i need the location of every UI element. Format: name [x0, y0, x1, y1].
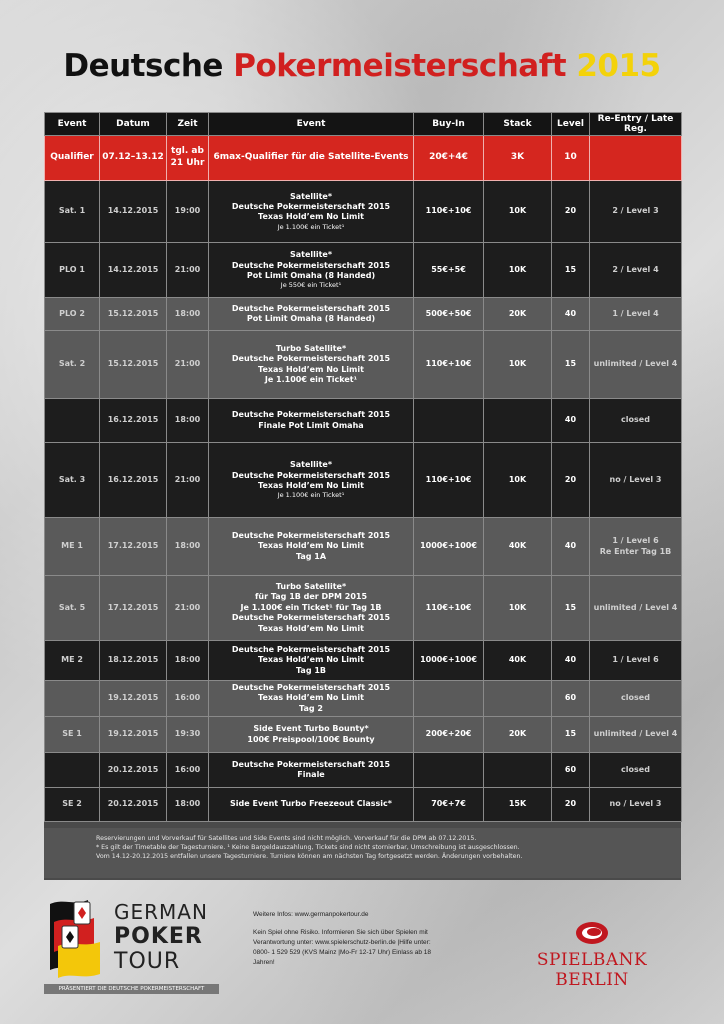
- time-line: 16:00: [174, 764, 201, 774]
- cell-stack: 40K: [484, 641, 552, 681]
- event-line: Satellite*: [289, 250, 333, 260]
- cell-buyin: 110€+10€: [414, 576, 484, 641]
- cell-time: [167, 753, 209, 788]
- cell-stack: 15K: [484, 788, 552, 822]
- table-row: [45, 181, 682, 243]
- table-header-row: [45, 113, 682, 136]
- cell-event-id: PLO 1: [45, 243, 100, 298]
- title-part-pokermeisterschaft: Pokermeisterschaft: [233, 48, 567, 84]
- cell-date: 14.12.2015: [100, 181, 167, 243]
- cell-buyin: 110€+10€: [414, 443, 484, 518]
- gpt-tour: TOUR: [114, 949, 181, 974]
- table-row: [45, 681, 682, 717]
- event-line: Turbo Satellite*: [275, 582, 347, 592]
- cell-stack: 10K: [484, 331, 552, 399]
- cell-stack: [484, 399, 552, 443]
- event-line: Finale: [297, 770, 325, 779]
- cell-event: [209, 443, 414, 518]
- cell-reentry: [590, 399, 682, 443]
- cell-event: [209, 298, 414, 331]
- cell-level: 15: [552, 717, 590, 753]
- event-line: 100€ Preispool/100€ Bounty: [247, 734, 375, 744]
- reentry-line: unlimited / Level 4: [593, 729, 678, 739]
- event-line: Texas Hold’em No Limit: [258, 364, 364, 374]
- cell-date: 20.12.2015: [100, 753, 167, 788]
- cell-event-id: SE 1: [45, 717, 100, 753]
- cell-time: [167, 788, 209, 822]
- cell-reentry: [590, 181, 682, 243]
- table-row: [45, 753, 682, 788]
- cell-event: [209, 331, 414, 399]
- reentry-line: unlimited / Level 4: [593, 602, 678, 612]
- time-line: 21:00: [174, 264, 201, 274]
- cell-event: [209, 399, 414, 443]
- cell-stack: 20K: [484, 298, 552, 331]
- cell-buyin: 1000€+100€: [414, 641, 484, 681]
- event-line: 6max-Qualifier für die Satellite-Events: [213, 152, 409, 163]
- header-stack: Stack: [484, 113, 552, 136]
- cell-event-id: SE 2: [45, 788, 100, 822]
- schedule-body: [45, 136, 682, 822]
- cell-time: [167, 331, 209, 399]
- cell-time: [167, 181, 209, 243]
- time-line: 21 Uhr: [170, 158, 205, 168]
- info-line: 0800- 1 529 529 (KVS Mainz |Mo-Fr 12-17 Uhr) Einlass ab 18: [253, 949, 431, 957]
- gpt-german: GERMAN: [114, 900, 208, 924]
- cell-event-id: Sat. 3: [45, 443, 100, 518]
- event-line: Deutsche Pokermeisterschaft 2015: [231, 202, 391, 212]
- info-line: Verantwortung unter: www.spielerschutz-berlin.de |Hilfe unter:: [253, 939, 431, 947]
- cell-event: [209, 181, 414, 243]
- table-row: [45, 331, 682, 399]
- gpt-poker: POKER: [114, 924, 203, 949]
- event-line: Tag 1B: [296, 665, 326, 675]
- cell-reentry: [590, 243, 682, 298]
- table-row: [45, 298, 682, 331]
- cell-stack: 10K: [484, 576, 552, 641]
- cell-date: 15.12.2015: [100, 331, 167, 399]
- cell-level: 40: [552, 399, 590, 443]
- time-line: 18:00: [174, 415, 201, 425]
- event-line: Je 1.100€ ein Ticket¹: [277, 491, 345, 500]
- cell-stack: 3K: [484, 136, 552, 181]
- reentry-line: no / Level 3: [609, 474, 662, 484]
- cell-level: 20: [552, 181, 590, 243]
- cell-level: 40: [552, 518, 590, 576]
- cell-level: 60: [552, 753, 590, 788]
- footnotes: [44, 828, 681, 878]
- header-time: Zeit: [167, 113, 209, 136]
- cell-event-id: ME 2: [45, 641, 100, 681]
- cell-stack: [484, 753, 552, 788]
- cell-stack: 10K: [484, 443, 552, 518]
- cell-event: [209, 576, 414, 641]
- event-line: Texas Hold’em No Limit: [258, 480, 364, 490]
- table-row: [45, 717, 682, 753]
- cell-level: 15: [552, 576, 590, 641]
- info-line: Kein Spiel ohne Risiko. Informieren Sie sich über Spielen mit: [253, 929, 428, 937]
- cell-buyin: 55€+5€: [414, 243, 484, 298]
- schedule-table-container: [44, 112, 681, 880]
- cell-time: [167, 136, 209, 181]
- time-line: 19:30: [174, 729, 201, 739]
- event-line: Turbo Satellite*: [275, 343, 347, 353]
- spielbank-name: SPIELBANK BERLIN: [536, 950, 648, 990]
- event-line: Texas Hold’em No Limit: [258, 541, 364, 551]
- cell-reentry: [590, 136, 682, 181]
- event-line: Deutsche Pokermeisterschaft 2015: [231, 354, 391, 364]
- cell-event-id: Sat. 1: [45, 181, 100, 243]
- event-line: Texas Hold’em No Limit: [258, 212, 364, 222]
- cell-event: [209, 681, 414, 717]
- cell-level: 10: [552, 136, 590, 181]
- time-line: 21:00: [174, 359, 201, 369]
- event-line: Deutsche Pokermeisterschaft 2015: [231, 530, 391, 540]
- table-row: [45, 443, 682, 518]
- spielbank-berlin-logo: [502, 920, 682, 990]
- reentry-line: 2 / Level 3: [612, 206, 659, 216]
- header-event-id: Event: [45, 113, 100, 136]
- cell-stack: 40K: [484, 518, 552, 576]
- time-line: 16:00: [174, 693, 201, 703]
- cell-date: 14.12.2015: [100, 243, 167, 298]
- cell-event-id: Sat. 5: [45, 576, 100, 641]
- event-line: Finale Pot Limit Omaha: [258, 420, 364, 430]
- footnote-line: * Es gilt der Timetable der Tagesturniere. ¹ Keine Bargeldauszahlung, Tickets sind nicht stornierbar, Umschreibung ist ausgeschlossen.: [96, 844, 520, 852]
- info-line: Jahren!: [253, 959, 275, 967]
- time-line: 21:00: [174, 474, 201, 484]
- cell-reentry: [590, 788, 682, 822]
- cell-reentry: [590, 681, 682, 717]
- cell-event: [209, 518, 414, 576]
- cell-event-id: [45, 399, 100, 443]
- cell-reentry: [590, 641, 682, 681]
- cell-stack: 10K: [484, 181, 552, 243]
- cell-time: [167, 681, 209, 717]
- cell-buyin: [414, 753, 484, 788]
- cell-event-id: ME 1: [45, 518, 100, 576]
- cell-event: [209, 243, 414, 298]
- event-line: Deutsche Pokermeisterschaft 2015: [231, 613, 391, 623]
- cell-date: 18.12.2015: [100, 641, 167, 681]
- footnote-line: Reservierungen und Vorverkauf für Satellites und Side Events sind nicht möglich. Vorverkauf für die DPM ab 07.12.2015.: [96, 835, 477, 842]
- time-line: 18:00: [174, 308, 201, 318]
- time-line: 18:00: [174, 655, 201, 665]
- cell-reentry: [590, 443, 682, 518]
- table-row: [45, 243, 682, 298]
- reentry-line: 2 / Level 4: [612, 264, 659, 274]
- time-line: 19:00: [174, 206, 201, 216]
- cell-level: 15: [552, 243, 590, 298]
- table-row: [45, 788, 682, 822]
- event-line: Deutsche Pokermeisterschaft 2015: [231, 410, 391, 420]
- cell-date: 07.12–13.12: [100, 136, 167, 181]
- table-row: [45, 136, 682, 181]
- event-line: Deutsche Pokermeisterschaft 2015: [231, 260, 391, 270]
- time-line: tgl. ab: [171, 146, 204, 157]
- cell-event-id: [45, 753, 100, 788]
- cell-reentry: [590, 753, 682, 788]
- cell-level: 20: [552, 788, 590, 822]
- cell-buyin: [414, 681, 484, 717]
- cell-reentry: [590, 298, 682, 331]
- info-web: Weitere Infos: www.germanpokertour.de: [253, 911, 369, 918]
- reentry-line: closed: [621, 693, 650, 703]
- cell-time: [167, 399, 209, 443]
- cell-buyin: 1000€+100€: [414, 518, 484, 576]
- title-part-year: 2015: [576, 48, 661, 84]
- event-line: Satellite*: [289, 460, 333, 470]
- cell-event-id: Sat. 2: [45, 331, 100, 399]
- cell-event: [209, 753, 414, 788]
- gpt-subtitle: PRÄSENTIERT DIE DEUTSCHE POKERMEISTERSCHAFT: [44, 984, 219, 994]
- event-line: Deutsche Pokermeisterschaft 2015: [231, 644, 391, 654]
- cell-reentry: [590, 331, 682, 399]
- cell-buyin: 200€+20€: [414, 717, 484, 753]
- header-event: Event: [209, 113, 414, 136]
- event-line: Je 550€ ein Ticket¹: [280, 281, 342, 290]
- footnote-line: Vom 14.12-20.12.2015 entfallen unsere Tagesturniere. Turniere können am nächsten Tag fortgesetzt werden. Änderungen vorbehalten.: [96, 853, 523, 861]
- cell-date: 20.12.2015: [100, 788, 167, 822]
- time-line: 18:00: [174, 799, 201, 809]
- cell-time: [167, 243, 209, 298]
- event-line: Je 1.100€ ein Ticket¹: [264, 374, 358, 384]
- time-line: 21:00: [174, 602, 201, 612]
- cell-date: 19.12.2015: [100, 681, 167, 717]
- cell-date: 19.12.2015: [100, 717, 167, 753]
- cell-event: [209, 641, 414, 681]
- cell-buyin: 20€+4€: [414, 136, 484, 181]
- table-row: [45, 641, 682, 681]
- cell-event: [209, 717, 414, 753]
- cell-date: 17.12.2015: [100, 576, 167, 641]
- cell-time: [167, 717, 209, 753]
- reentry-line: 1 / Level 6: [612, 536, 659, 546]
- cell-event-id: Qualifier: [45, 136, 100, 181]
- gpt-wordmark: [114, 902, 208, 973]
- cell-reentry: [590, 576, 682, 641]
- event-line: Deutsche Pokermeisterschaft 2015: [231, 303, 391, 313]
- cell-event-id: [45, 681, 100, 717]
- reentry-line: no / Level 3: [609, 799, 662, 809]
- event-line: Je 1.100€ ein Ticket¹ für Tag 1B: [240, 602, 382, 612]
- cell-level: 20: [552, 443, 590, 518]
- cell-date: 16.12.2015: [100, 443, 167, 518]
- reentry-line: 1 / Level 6: [612, 655, 659, 665]
- cell-buyin: 110€+10€: [414, 331, 484, 399]
- table-row: [45, 576, 682, 641]
- cell-level: 15: [552, 331, 590, 399]
- event-line: Satellite*: [289, 191, 333, 201]
- cell-event-id: PLO 2: [45, 298, 100, 331]
- spielbank-emblem-icon: [572, 920, 612, 946]
- cell-stack: 10K: [484, 243, 552, 298]
- cell-time: [167, 298, 209, 331]
- event-line: Je 1.100€ ein Ticket¹: [277, 222, 345, 231]
- reentry-line: closed: [621, 415, 650, 425]
- flag-cards-icon: [44, 896, 106, 978]
- event-line: Tag 2: [299, 703, 323, 713]
- cell-time: [167, 443, 209, 518]
- cell-event: [209, 136, 414, 181]
- event-line: Pot Limit Omaha (8 Handed): [246, 270, 376, 280]
- cell-level: 60: [552, 681, 590, 717]
- header-level: Level: [552, 113, 590, 136]
- event-line: Deutsche Pokermeisterschaft 2015: [231, 470, 391, 480]
- german-poker-tour-logo: [44, 896, 219, 996]
- cell-time: [167, 641, 209, 681]
- event-line: für Tag 1B der DPM 2015: [254, 592, 368, 602]
- page-title: [0, 48, 724, 84]
- cell-buyin: 70€+7€: [414, 788, 484, 822]
- table-row: [45, 518, 682, 576]
- reentry-line: closed: [621, 764, 650, 774]
- cell-reentry: [590, 717, 682, 753]
- cell-event: [209, 788, 414, 822]
- event-line: Tag 1A: [295, 551, 327, 561]
- cell-buyin: 500€+50€: [414, 298, 484, 331]
- event-line: Deutsche Pokermeisterschaft 2015: [231, 682, 391, 692]
- cell-time: [167, 576, 209, 641]
- cell-buyin: 110€+10€: [414, 181, 484, 243]
- title-part-deutsche: Deutsche: [63, 48, 223, 84]
- event-line: Texas Hold’em No Limit: [258, 623, 364, 633]
- event-line: Pot Limit Omaha (8 Handed): [246, 314, 376, 323]
- reentry-line: Re Enter Tag 1B: [599, 546, 672, 556]
- time-line: 18:00: [174, 541, 201, 551]
- info-text: [253, 910, 463, 968]
- cell-date: 17.12.2015: [100, 518, 167, 576]
- cell-reentry: [590, 518, 682, 576]
- cell-date: 15.12.2015: [100, 298, 167, 331]
- cell-stack: 20K: [484, 717, 552, 753]
- header-reentry: Re-Entry / Late Reg.: [590, 113, 682, 136]
- header-date: Datum: [100, 113, 167, 136]
- event-line: Side Event Turbo Bounty*: [253, 724, 369, 734]
- event-line: Texas Hold’em No Limit: [258, 655, 364, 665]
- table-row: [45, 399, 682, 443]
- event-line: Texas Hold’em No Limit: [258, 693, 364, 703]
- cell-time: [167, 518, 209, 576]
- reentry-line: unlimited / Level 4: [593, 359, 678, 369]
- cell-stack: [484, 681, 552, 717]
- cell-buyin: [414, 399, 484, 443]
- event-line: Side Event Turbo Freezeout Classic*: [230, 799, 392, 809]
- header-buyin: Buy-In: [414, 113, 484, 136]
- cell-date: 16.12.2015: [100, 399, 167, 443]
- event-line: Deutsche Pokermeisterschaft 2015: [231, 759, 391, 769]
- reentry-line: 1 / Level 4: [612, 308, 659, 318]
- schedule-table: [44, 112, 682, 822]
- cell-level: 40: [552, 298, 590, 331]
- cell-level: 40: [552, 641, 590, 681]
